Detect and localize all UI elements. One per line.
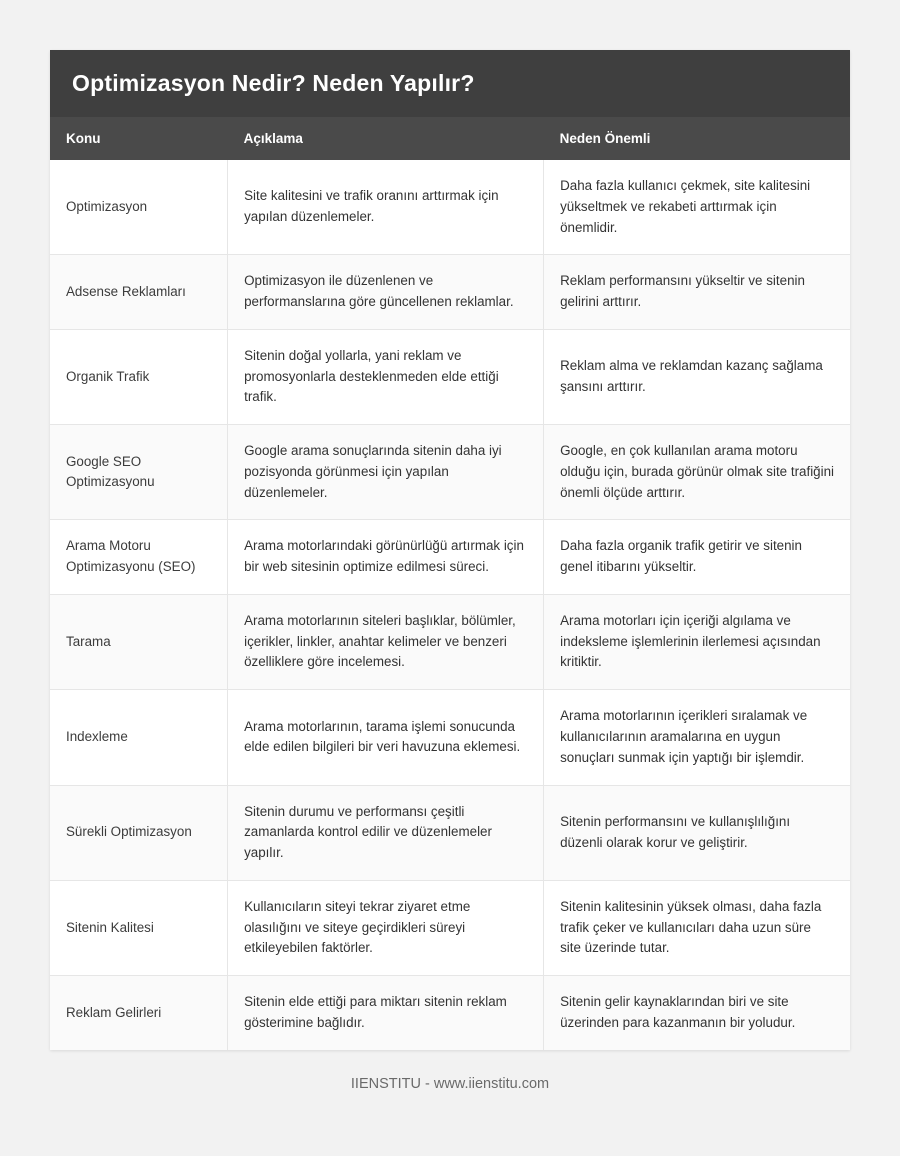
cell-aciklama: Kullanıcıların siteyi tekrar ziyaret etme olasılığını ve siteye geçirdikleri süreyi etkileyebilen faktörler. — [228, 880, 544, 975]
table-header-row — [50, 117, 850, 160]
cell-konu: Organik Trafik — [50, 329, 228, 424]
cell-neden: Google, en çok kullanılan arama motoru olduğu için, burada görünür olmak site trafiğini önemli ölçüde arttırır. — [544, 425, 850, 520]
column-header-neden: Neden Önemli — [544, 117, 850, 160]
cell-konu: Optimizasyon — [50, 160, 228, 255]
table-row — [50, 160, 850, 255]
cell-neden: Sitenin kalitesinin yüksek olması, daha fazla trafik çeker ve kullanıcıları daha uzun süre site üzerinde tutar. — [544, 880, 850, 975]
cell-aciklama: Optimizasyon ile düzenlenen ve performanslarına göre güncellenen reklamlar. — [228, 255, 544, 330]
cell-neden: Arama motorlarının içerikleri sıralamak ve kullanıcılarının aramalarına en uygun sonuçları sunmak için yaptığı bir işlemdir. — [544, 690, 850, 785]
cell-konu: Sitenin Kalitesi — [50, 880, 228, 975]
info-card — [50, 50, 850, 1050]
cell-aciklama: Google arama sonuçlarında sitenin daha iyi pozisyonda görünmesi için yapılan düzenlemeler. — [228, 425, 544, 520]
column-header-aciklama: Açıklama — [228, 117, 544, 160]
cell-neden: Reklam performansını yükseltir ve sitenin gelirini arttırır. — [544, 255, 850, 330]
table-row — [50, 520, 850, 595]
optimization-table — [50, 117, 850, 1050]
table-row — [50, 690, 850, 785]
cell-konu: Adsense Reklamları — [50, 255, 228, 330]
table-row — [50, 425, 850, 520]
footer-attribution: IIENSTITU - www.iienstitu.com — [350, 1075, 550, 1092]
table-row — [50, 785, 850, 880]
column-header-konu: Konu — [50, 117, 228, 160]
cell-aciklama: Sitenin doğal yollarla, yani reklam ve promosyonlarla desteklenmeden elde ettiği trafik. — [228, 329, 544, 424]
cell-neden: Arama motorları için içeriği algılama ve indeksleme işlemlerinin ilerlemesi açısından kritiktir. — [544, 594, 850, 689]
cell-aciklama: Sitenin durumu ve performansı çeşitli zamanlarda kontrol edilir ve düzenlemeler yapılır. — [228, 785, 544, 880]
cell-aciklama: Arama motorlarındaki görünürlüğü artırmak için bir web sitesinin optimize edilmesi süreci. — [228, 520, 544, 595]
table-header — [50, 117, 850, 160]
cell-konu: Arama Motoru Optimizasyonu (SEO) — [50, 520, 228, 595]
cell-konu: Tarama — [50, 594, 228, 689]
table-row — [50, 255, 850, 330]
table-body — [50, 160, 850, 1050]
table-row — [50, 594, 850, 689]
table-row — [50, 880, 850, 975]
cell-aciklama: Arama motorlarının siteleri başlıklar, bölümler, içerikler, linkler, anahtar kelimeler ve benzeri özelliklere göre incelemesi. — [228, 594, 544, 689]
cell-aciklama: Arama motorlarının, tarama işlemi sonucunda elde edilen bilgileri bir veri havuzuna eklemesi. — [228, 690, 544, 785]
cell-neden: Reklam alma ve reklamdan kazanç sağlama şansını arttırır. — [544, 329, 850, 424]
cell-konu: Reklam Gelirleri — [50, 976, 228, 1050]
cell-aciklama: Sitenin elde ettiği para miktarı sitenin reklam gösterimine bağlıdır. — [228, 976, 544, 1050]
cell-neden: Daha fazla kullanıcı çekmek, site kalitesini yükseltmek ve rekabeti arttırmak için önemlidir. — [544, 160, 850, 255]
cell-neden: Daha fazla organik trafik getirir ve sitenin genel itibarını yükseltir. — [544, 520, 850, 595]
cell-neden: Sitenin performansını ve kullanışlılığını düzenli olarak korur ve geliştirir. — [544, 785, 850, 880]
cell-aciklama: Site kalitesini ve trafik oranını arttırmak için yapılan düzenlemeler. — [228, 160, 544, 255]
table-row — [50, 976, 850, 1050]
page-title: Optimizasyon Nedir? Neden Yapılır? — [50, 50, 850, 117]
table-row — [50, 329, 850, 424]
cell-konu: Google SEO Optimizasyonu — [50, 425, 228, 520]
cell-neden: Sitenin gelir kaynaklarından biri ve site üzerinden para kazanmanın bir yoludur. — [544, 976, 850, 1050]
cell-konu: Indexleme — [50, 690, 228, 785]
cell-konu: Sürekli Optimizasyon — [50, 785, 228, 880]
